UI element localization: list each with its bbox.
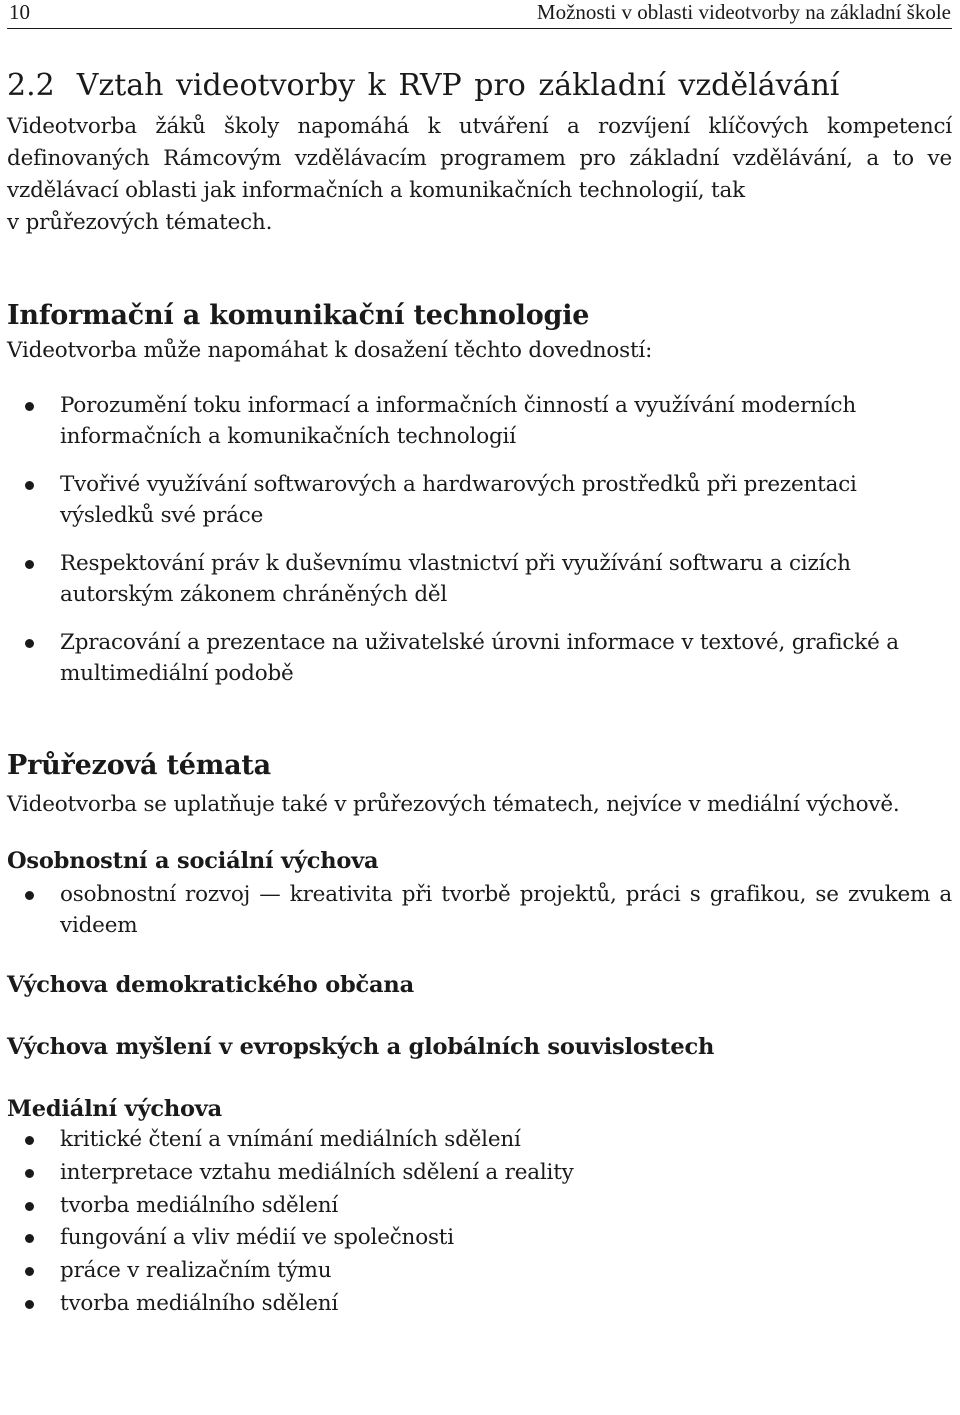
bullet-icon — [25, 1300, 34, 1309]
list-item: Respektování práv k duševnímu vlastnictví při využívání softwaru a cizích autorským zákonem chráněných děl — [7, 548, 952, 610]
list-item: osobnostní rozvoj — kreativita při tvorbě projektů, práci s grafikou, se zvukem a videem — [7, 879, 952, 941]
section-title — [7, 68, 952, 104]
intro-line-2: v průřezových tématech. — [7, 210, 273, 235]
ict-lead: Videotvorba může napomáhat k dosažení těchto dovedností: — [7, 338, 653, 363]
running-header — [7, 0, 952, 29]
intro-paragraph — [7, 111, 952, 239]
personal-heading: Osobnostní a sociální výchova — [7, 848, 379, 874]
personal-list — [7, 879, 952, 941]
list-item: Porozumění toku informací a informačních činností a využívání moderních informačních a komunikačních technologií — [7, 390, 952, 452]
list-item: tvorba mediálního sdělení — [7, 1190, 952, 1223]
bullet-icon — [25, 891, 34, 900]
list-item: práce v realizačním týmu — [7, 1255, 952, 1288]
cross-lead: Videotvorba se uplatňuje také v průřezových tématech, nejvíce v mediální výchově. — [7, 792, 900, 817]
media-heading: Mediální výchova — [7, 1096, 223, 1122]
bullet-icon — [25, 560, 34, 569]
bullet-icon — [25, 1169, 34, 1178]
intro-line-1: Videotvorba žáků školy napomáhá k utváření a rozvíjení klíčových kompetencí definovaných Rámcovým vzdělávacím programem pro základní vzdělávání, a to ve vzdělávací oblasti jak informačních a komunikačních technologií, tak — [7, 114, 952, 203]
european-heading: Výchova myšlení v evropských a globálních souvislostech — [7, 1034, 715, 1060]
section-title-text: Vztah videotvorby k RVP pro základní vzdělávání — [76, 68, 840, 103]
page-number: 10 — [9, 0, 30, 24]
bullet-icon — [25, 481, 34, 490]
bullet-icon — [25, 402, 34, 411]
bullet-icon — [25, 1267, 34, 1276]
bullet-icon — [25, 1136, 34, 1145]
list-item: fungování a vliv médií ve společnosti — [7, 1222, 952, 1255]
ict-list — [7, 390, 952, 689]
section-number: 2.2 — [7, 68, 55, 103]
list-item: Zpracování a prezentace na uživatelské úrovni informace v textové, grafické a multimediální podobě — [7, 627, 952, 689]
media-list — [7, 1124, 952, 1321]
ict-heading: Informační a komunikační technologie — [7, 300, 590, 331]
list-item: Tvořivé využívání softwarových a hardwarových prostředků při prezentaci výsledků své práce — [7, 469, 952, 531]
bullet-icon — [25, 1202, 34, 1211]
chapter-title: Možnosti v oblasti videotvorby na základní škole — [536, 0, 951, 24]
list-item: interpretace vztahu mediálních sdělení a reality — [7, 1157, 952, 1190]
bullet-icon — [25, 639, 34, 648]
list-item: tvorba mediálního sdělení — [7, 1288, 952, 1321]
bullet-icon — [25, 1234, 34, 1243]
democratic-heading: Výchova demokratického občana — [7, 972, 414, 998]
list-item: kritické čtení a vnímání mediálních sdělení — [7, 1124, 952, 1157]
cross-heading: Průřezová témata — [7, 750, 271, 781]
